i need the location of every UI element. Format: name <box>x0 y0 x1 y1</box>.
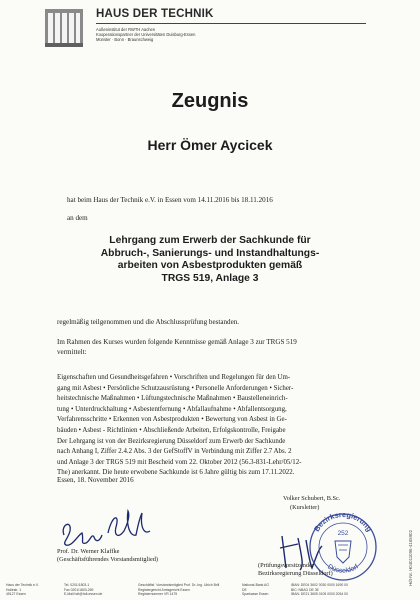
footer-text: E-Mail hdt@hdt-essen.de <box>64 592 103 597</box>
body-line: Eigenschaften und Gesundheitsgefahren • Vorschriften und Regelungen für den Um- <box>57 374 291 381</box>
footer-text: Sparkasse Essen <box>242 592 269 597</box>
footer-registry <box>138 583 219 597</box>
footer-text: IBAN: DE21 3605 0105 0000 2054 00 <box>291 592 348 597</box>
body-line: Verfahrensschritte • Erkennen von Asbestprodukten • Bewertung von Asbest in Ge- <box>57 416 287 424</box>
side-reference-code: Hdt-Nr. H04011096-4165902 <box>408 529 413 586</box>
signatory-left-role: (Geschäftsführendes Vorstandsmitglied) <box>57 556 159 563</box>
course-title-line: arbeiten von Asbestprodukten gemäß <box>117 260 303 272</box>
examiner-role-line1: (Prüfungsvorsitzender <box>258 562 314 569</box>
header-subline: Kooperationspartner der Universitäten Duisburg-Essen <box>96 32 196 37</box>
footer-text: Fax 0201/1803-269 <box>64 587 94 592</box>
body-line: nach Anhang I, Ziffer 2.4.2 Abs. 3 der GefStoffV in Verbindung mit Ziffer 2.7 Abs. 2 <box>57 448 292 456</box>
footer-text: DE <box>242 587 247 592</box>
footer-text: BIC: NBAG DE 3E <box>291 587 319 592</box>
header-subline: Außeninstitut der RWTH Aachen <box>96 27 156 32</box>
header-subline: Münster · Bonn · Braunschweig <box>96 37 154 42</box>
am-dem-text: an dem <box>67 214 88 222</box>
body-line: tung • Unterdruckhaltung • Asbestentfernung • Abfallaufnahme • Abfallentsorgung, <box>57 405 287 413</box>
course-title-line: TRGS 519, Anlage 3 <box>161 273 259 285</box>
signature-klaffke <box>58 505 158 551</box>
document-title: Zeugnis <box>171 90 249 112</box>
org-name: HAUS DER TECHNIK <box>96 8 214 20</box>
footer-text: Tel. 0201/1803-1 <box>64 583 90 587</box>
course-title-line: Lehrgang zum Erwerb der Sachkunde für <box>109 235 311 246</box>
footer-text: Registernummer VR 1475 <box>138 592 178 597</box>
footer-text: IBAN: DE04 3602 0030 0000 1690 00 <box>291 583 348 587</box>
body-line: bäuden • Asbest - Richtlinien • Abschließende Arbeiten, Erfolgskontrolle, Freigabe <box>57 426 286 434</box>
footer-text: National-Bank AG <box>242 583 269 587</box>
footer-address <box>6 583 39 597</box>
body-line: The) anerkannt. Die heute erwobene Sachkunde ist 6 Jahre gültig bis zum 17.11.2022. <box>57 469 295 477</box>
footer-text: Geschäftsf. Vorstandsmitglied Prof. Dr.-Ing. Ulrich Brill <box>138 583 220 587</box>
intro-line: vermittelt: <box>57 348 87 356</box>
place-date: Essen, 18. November 2016 <box>57 476 134 484</box>
course-content <box>57 373 378 479</box>
footer-text: Hollestr. 1 <box>6 587 22 592</box>
attendance-line: hat beim Haus der Technik e.V. in Essen vom 14.11.2016 bis 18.11.2016 <box>67 196 273 204</box>
signatory-left-name: Prof. Dr. Werner Klaffke <box>57 548 120 555</box>
footer-text: Haus der Technik e.V. <box>6 583 39 587</box>
intro-line: Im Rahmen des Kurses wurden folgende Kenntnisse gemäß Anlage 3 zur TRGS 519 <box>57 338 297 346</box>
body-line: und Anlage 3 der TRGS 519 mit Bescheid vom 22. Oktober 2012 (56.3-831-Lehr/05/12- <box>57 458 302 466</box>
stamp-arc-text: Bezirksregierung <box>312 509 374 534</box>
recipient-name: Herr Ömer Aycicek <box>147 137 273 153</box>
stamp-city: Düsseldorf <box>326 563 360 575</box>
course-title <box>60 235 360 286</box>
signatory-right-name: Volker Schubert, B.Sc. <box>283 495 341 502</box>
stamp-number: 252 <box>337 530 349 537</box>
haus-der-technik-logo <box>45 9 83 47</box>
footer-contact <box>64 583 102 597</box>
body-line: Der Lehrgang ist von der Bezirksregierung Düsseldorf zum Erwerb der Sachkunde <box>57 437 286 445</box>
participation-line: regelmäßig teilgenommen und die Abschlussprüfung bestanden. <box>57 318 240 326</box>
footer-banks <box>242 583 269 597</box>
body-line: gang mit Asbest • Persönliche Schutzausrüstung • Personelle Anforderungen • Sicher- <box>57 384 294 392</box>
course-title-line: Abbruch-, Sanierungs- und Instandhaltungs- <box>100 247 320 259</box>
footer-text: 45127 Essen <box>6 592 26 597</box>
signatory-right-role: (Kursleiter) <box>290 504 320 511</box>
examiner-role-line2: Bezirksregierung Düsseldorf) <box>258 570 333 577</box>
footer-iban <box>291 583 348 597</box>
footer-text: Registergericht Amtsgericht Essen <box>138 587 190 592</box>
header-divider <box>96 23 366 24</box>
body-line: heitstechnische Maßnahmen • Lüftungstechnische Maßnahmen • Baustelleneinrich- <box>57 395 288 403</box>
